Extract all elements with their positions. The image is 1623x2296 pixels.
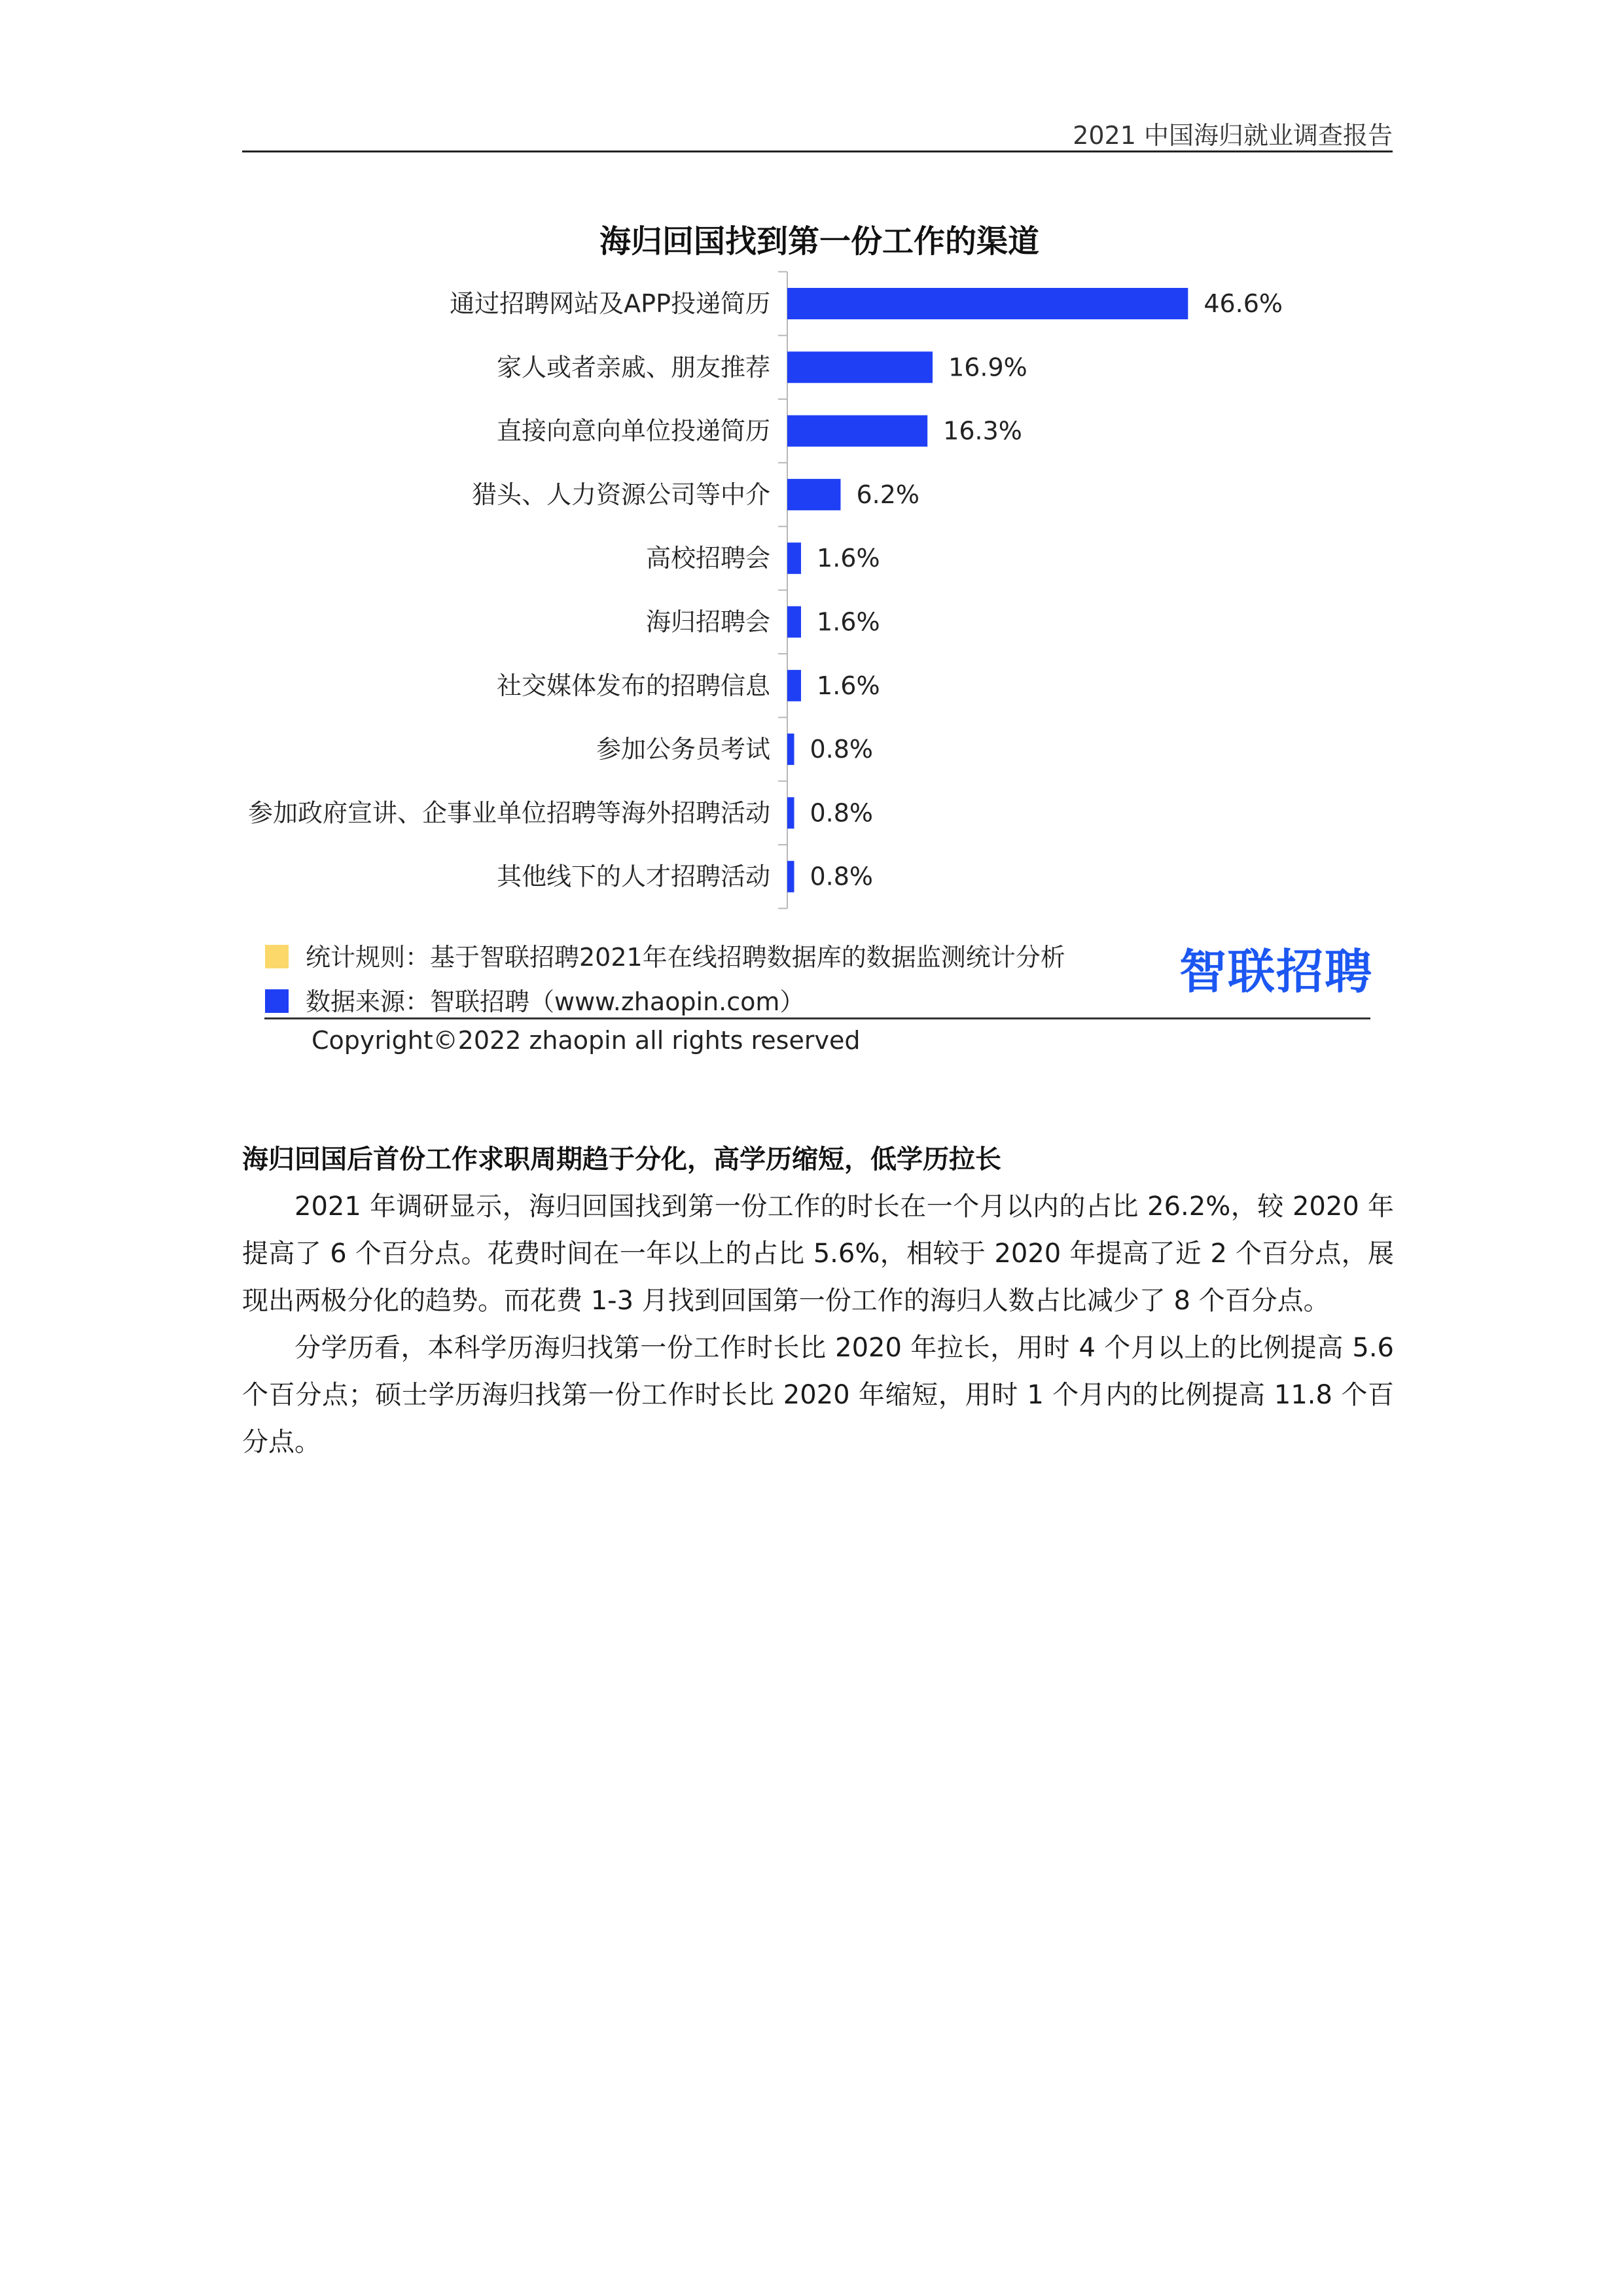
chart-title: 海归回国找到第一份工作的渠道 [599,223,1040,260]
bar [787,415,927,447]
bar [787,351,933,383]
category-label: 社交媒体发布的招聘信息 [496,671,770,700]
value-label: 16.9% [948,353,1027,382]
category-label: 直接向意向单位投递简历 [496,416,770,446]
value-label: 1.6% [817,671,880,700]
paragraph-2: 分学历看，本科学历海归找第一份工作时长比 2020 年拉长，用时 4 个月以上的比例提高 5.6 个百分点；硕士学历海归找第一份工作时长比 2020 年缩短，用时 1 个月内的比例提高 11.8 个百分点。 [242,1333,1394,1457]
bar [787,861,794,892]
category-label: 参加公务员考试 [596,735,770,764]
legend-divider [264,1017,1370,1019]
bar [787,479,840,510]
category-label: 参加政府宣讲、企事业单位招聘等海外招聘活动 [247,798,770,828]
value-label: 1.6% [817,607,880,637]
value-label: 16.3% [943,416,1022,446]
category-label: 猎头、人力资源公司等中介 [471,480,770,509]
bar-chart-svg [0,0,1623,929]
value-label: 0.8% [810,735,874,764]
category-label: 家人或者亲戚、朋友推荐 [496,353,770,382]
legend-item-source [265,981,804,1017]
category-label: 其他线下的人才招聘活动 [496,862,770,891]
bar [787,542,801,574]
value-label: 0.8% [810,798,874,828]
value-label: 0.8% [810,862,874,891]
paragraph-1: 2021 年调研显示，海归回国找到第一份工作的时长在一个月以内的占比 26.2%，较 2020 年提高了 6 个百分点。花费时间在一年以上的占比 5.6%，相较于 2020 年提高了近 2 个百分点，展现出两极分化的趋势。而花费 1-3 月找到回国第一份工作的海归人数占比减少了 8 个百分点。 [242,1192,1394,1316]
value-label: 46.6% [1204,289,1283,318]
legend-text-source: 数据来源：智联招聘（www.zhaopin.com） [306,987,805,1016]
value-label: 1.6% [817,544,880,573]
bar [787,288,1188,319]
value-label: 6.2% [856,480,920,509]
bar [787,670,801,701]
zhaopin-logo: 智联招聘 [1179,944,1374,999]
bar [787,733,794,765]
legend-swatch-yellow [265,945,289,968]
legend-text-rule: 统计规则：基于智联招聘2021年在线招聘数据库的数据监测统计分析 [306,943,1065,972]
category-label: 高校招聘会 [645,544,770,573]
header-title: 2021 中国海归就业调查报告 [1073,121,1393,150]
body-text [242,1183,1394,1466]
bar [787,797,794,828]
bar [787,607,801,638]
category-label: 通过招聘网站及APP投递简历 [450,289,770,318]
copyright-text: Copyright©2022 zhaopin all rights reserved [312,1026,861,1055]
section-title: 海归回国后首份工作求职周期趋于分化，高学历缩短，低学历拉长 [242,1144,1001,1174]
legend-swatch-blue [265,989,289,1013]
legend-item-rule [265,937,1065,973]
category-label: 海归招聘会 [645,607,770,637]
